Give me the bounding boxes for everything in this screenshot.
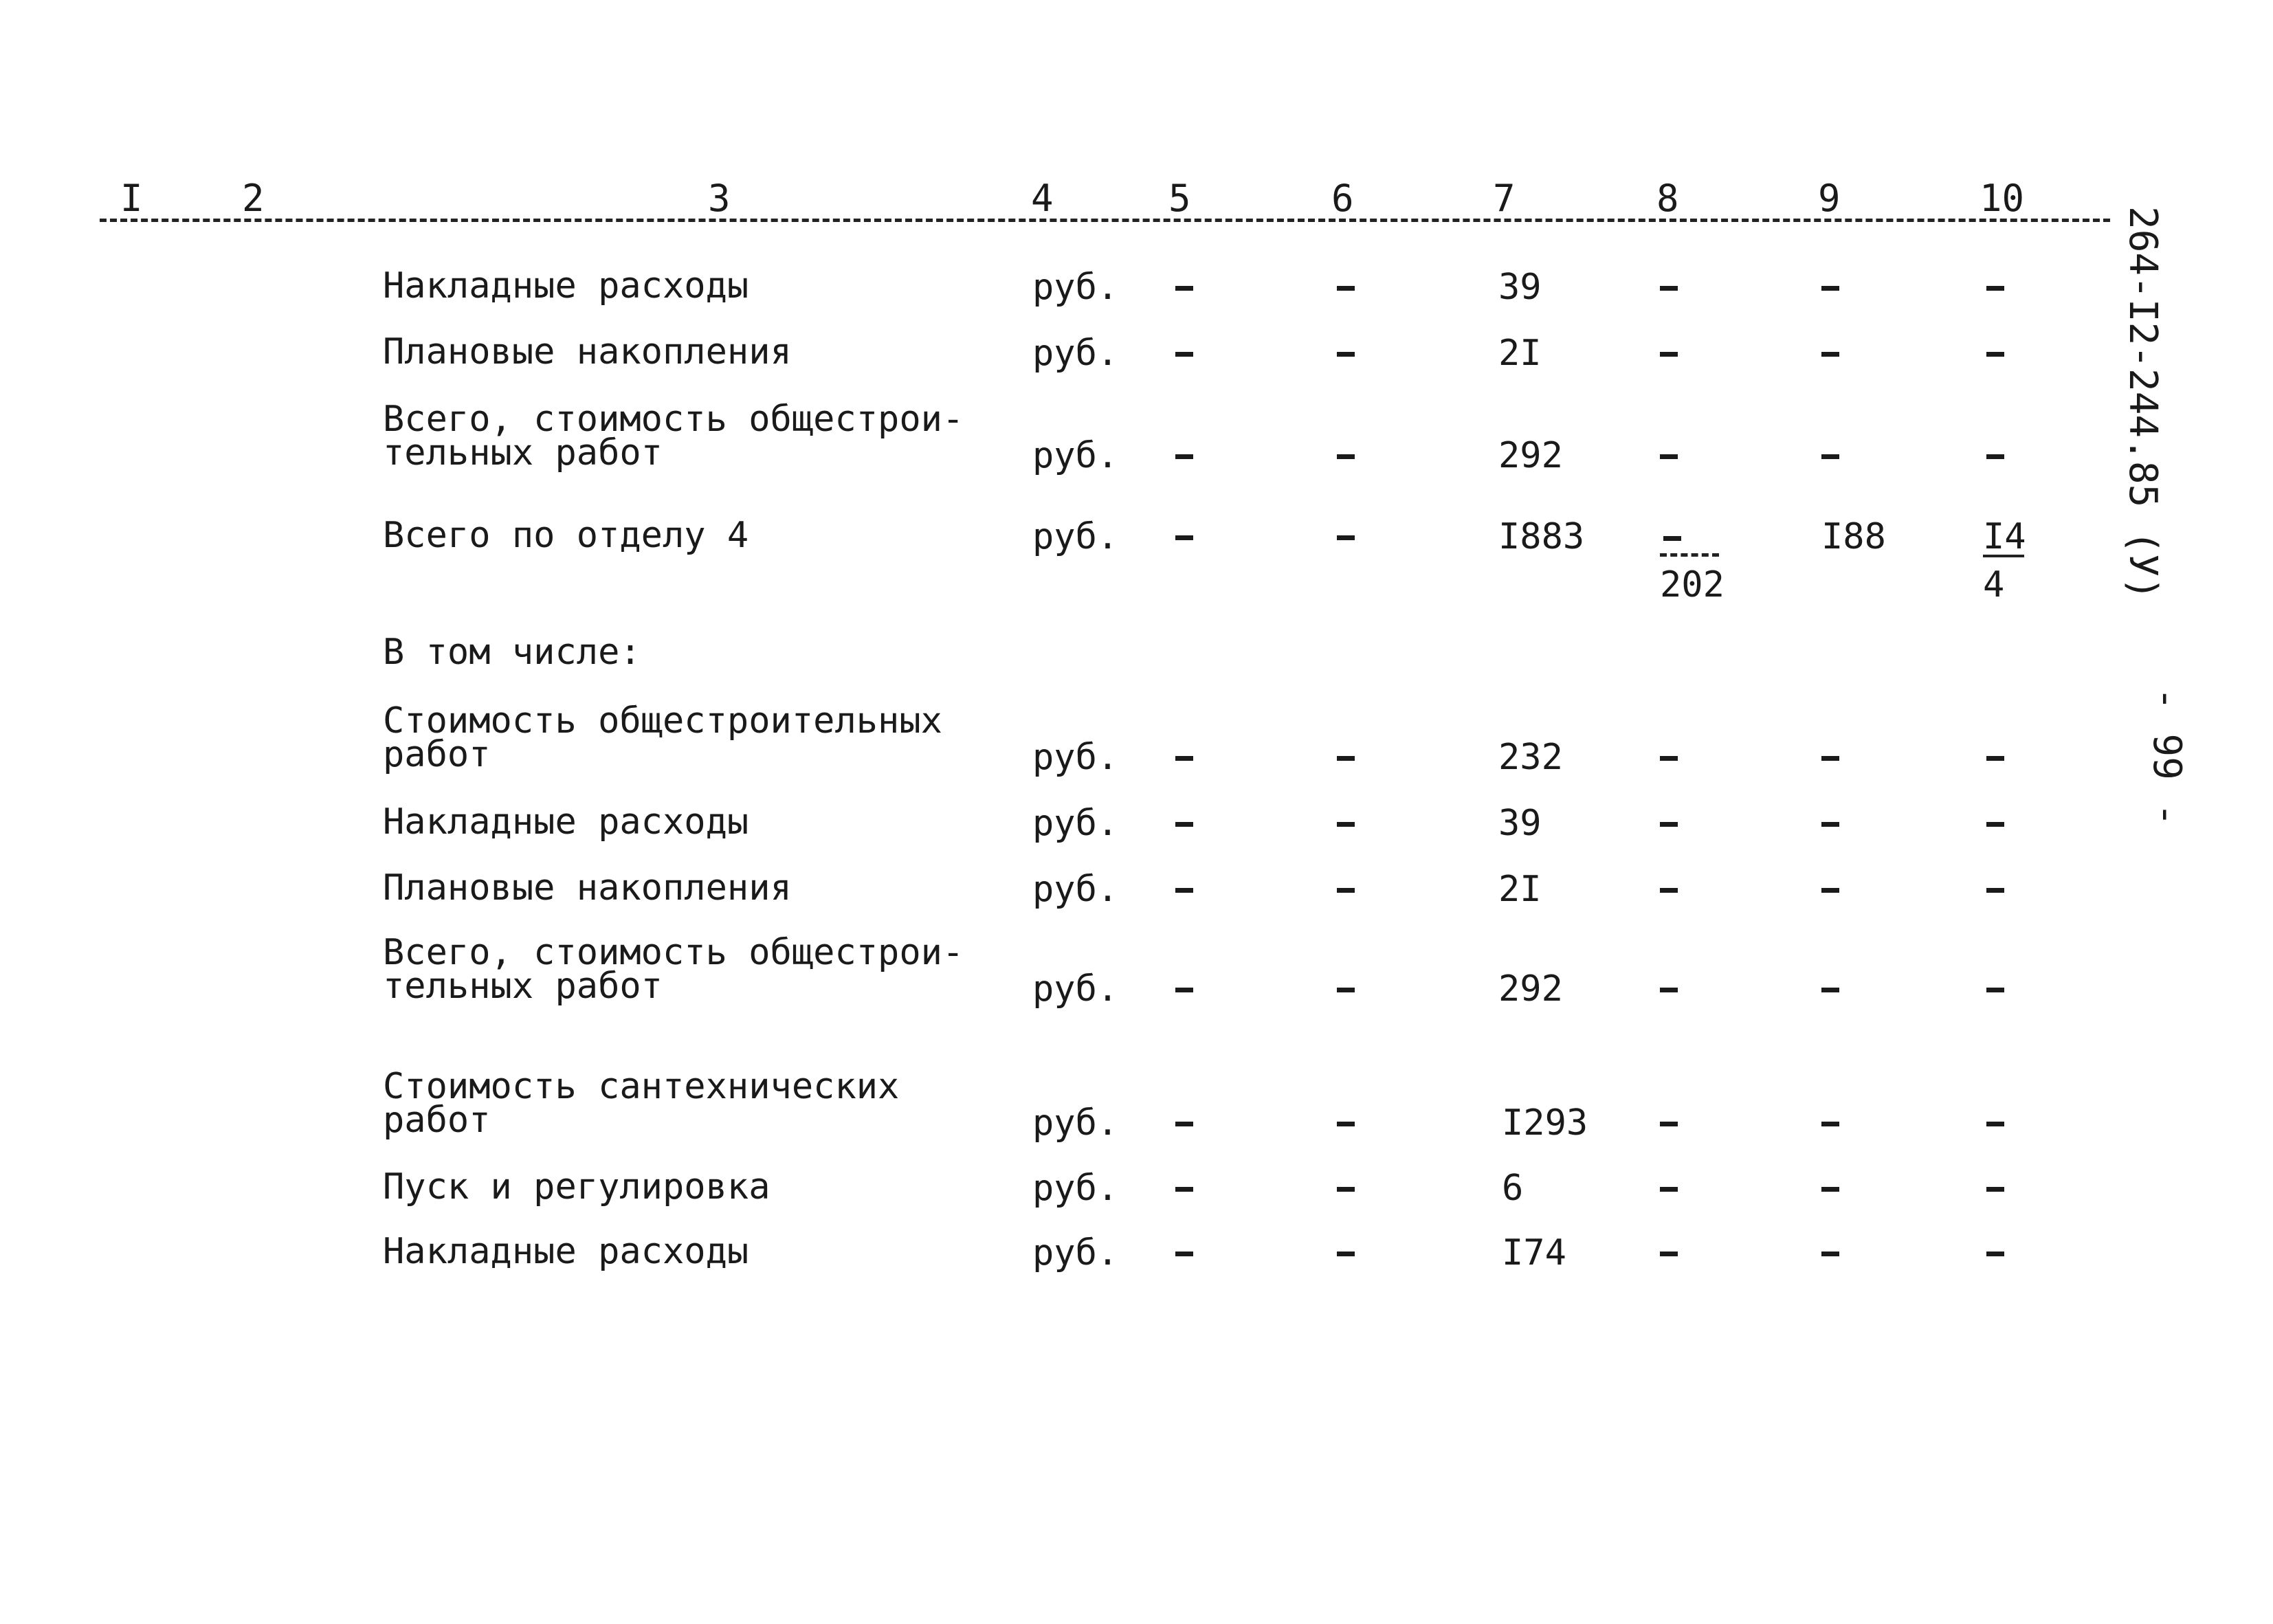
column-header-8: 8 bbox=[1656, 177, 1679, 220]
row-value-c7: I293 bbox=[1502, 1102, 1588, 1144]
row-label-line1: Всего, стоимость общестрои- bbox=[383, 932, 964, 973]
dash-c9 bbox=[1821, 1187, 1839, 1192]
dash-c5 bbox=[1175, 888, 1193, 893]
dash-c8 bbox=[1660, 888, 1678, 893]
row-label-line1: Всего, стоимость общестрои- bbox=[383, 399, 964, 440]
dash-c9 bbox=[1821, 1252, 1839, 1256]
dash-c5 bbox=[1175, 454, 1193, 459]
row-unit: руб. bbox=[1032, 1232, 1119, 1273]
dash-c10 bbox=[1986, 1122, 2004, 1126]
row-value-c9: I88 bbox=[1821, 516, 1886, 557]
dash-c5 bbox=[1175, 756, 1193, 761]
row-value-c10-top: I4 bbox=[1983, 516, 2026, 557]
dash-c6 bbox=[1337, 988, 1355, 992]
dash-c8 bbox=[1660, 1187, 1678, 1192]
row-value-c7: 292 bbox=[1498, 968, 1563, 1010]
dash-c10 bbox=[1986, 454, 2004, 459]
row-value-c7: I74 bbox=[1502, 1232, 1566, 1273]
row-unit: руб. bbox=[1032, 1168, 1119, 1209]
dash-c6 bbox=[1337, 1122, 1355, 1126]
dash-c8 bbox=[1660, 1122, 1678, 1126]
row-unit: руб. bbox=[1032, 803, 1119, 844]
dash-c8 bbox=[1660, 286, 1678, 291]
document-code: 264-I2-244.85 (У) bbox=[2120, 206, 2165, 601]
row-label-line1: Стоимость сантехнических bbox=[383, 1066, 900, 1107]
dash-c6 bbox=[1337, 822, 1355, 827]
column-header-4: 4 bbox=[1031, 177, 1054, 220]
row-label: Всего по отделу 4 bbox=[383, 515, 749, 556]
row-label: Пуск и регулировка bbox=[383, 1166, 770, 1208]
row-unit: руб. bbox=[1032, 435, 1119, 476]
row-value-c7: 6 bbox=[1502, 1168, 1524, 1209]
dash-c6 bbox=[1337, 1187, 1355, 1192]
row-unit: руб. bbox=[1032, 968, 1119, 1010]
dash-c9 bbox=[1821, 888, 1839, 893]
row-label: Плановые накопления bbox=[383, 867, 792, 909]
dash-c10 bbox=[1986, 888, 2004, 893]
row-value-c7: 39 bbox=[1498, 803, 1542, 844]
row-value-c7: 292 bbox=[1498, 435, 1563, 476]
dash-c6 bbox=[1337, 454, 1355, 459]
column-header-3: 3 bbox=[708, 177, 731, 220]
dash-c10 bbox=[1986, 822, 2004, 827]
row-value-c7: 39 bbox=[1498, 267, 1542, 308]
dash-c5 bbox=[1175, 1252, 1193, 1256]
column-header-2: 2 bbox=[242, 177, 265, 220]
row-label: Накладные расходы bbox=[383, 1231, 749, 1272]
section-subheading: В том числе: bbox=[383, 632, 641, 673]
dash-c9 bbox=[1821, 1122, 1839, 1126]
dash-c8 bbox=[1660, 352, 1678, 357]
dash-c6 bbox=[1337, 352, 1355, 357]
fraction-line-c8 bbox=[1660, 553, 1719, 557]
column-header-6: 6 bbox=[1331, 177, 1354, 220]
column-header-7: 7 bbox=[1493, 177, 1516, 220]
column-header-10: 10 bbox=[1980, 177, 2025, 220]
row-unit: руб. bbox=[1032, 267, 1119, 308]
row-value-c10-bottom: 4 bbox=[1983, 564, 2005, 605]
row-unit: руб. bbox=[1032, 333, 1119, 374]
row-label: Плановые накопления bbox=[383, 331, 792, 372]
dash-c8 bbox=[1660, 756, 1678, 761]
dash-c8 bbox=[1660, 1252, 1678, 1256]
fraction-numerator-c8 bbox=[1663, 536, 1681, 541]
row-label-line2: тельных работ bbox=[383, 966, 663, 1007]
dash-c6 bbox=[1337, 888, 1355, 893]
dash-c6 bbox=[1337, 1252, 1355, 1256]
row-value-c7: 2I bbox=[1498, 333, 1542, 374]
dash-c6 bbox=[1337, 286, 1355, 291]
dash-c9 bbox=[1821, 286, 1839, 291]
row-value-c8-bottom: 202 bbox=[1660, 564, 1725, 605]
dash-c10 bbox=[1986, 988, 2004, 992]
dash-c5 bbox=[1175, 286, 1193, 291]
dash-c5 bbox=[1175, 1122, 1193, 1126]
row-unit: руб. bbox=[1032, 1102, 1119, 1144]
dash-c9 bbox=[1821, 822, 1839, 827]
row-value-c7: I883 bbox=[1498, 516, 1585, 557]
dash-c8 bbox=[1660, 822, 1678, 827]
row-label-line1: Стоимость общестроительных bbox=[383, 700, 942, 742]
header-rule bbox=[100, 219, 2110, 222]
row-label-line2: работ bbox=[383, 1100, 491, 1141]
page-number: - 99 - bbox=[2144, 687, 2189, 827]
row-value-c7: 2I bbox=[1498, 869, 1542, 910]
dash-c9 bbox=[1821, 454, 1839, 459]
dash-c5 bbox=[1175, 352, 1193, 357]
dash-c6 bbox=[1337, 756, 1355, 761]
row-label: Накладные расходы bbox=[383, 265, 749, 307]
dash-c6 bbox=[1337, 535, 1355, 540]
fraction-line-c10 bbox=[1983, 555, 2024, 557]
dash-c5 bbox=[1175, 1187, 1193, 1192]
dash-c9 bbox=[1821, 352, 1839, 357]
dash-c10 bbox=[1986, 756, 2004, 761]
row-unit: руб. bbox=[1032, 737, 1119, 778]
dash-c9 bbox=[1821, 756, 1839, 761]
row-label-line2: работ bbox=[383, 734, 491, 775]
row-unit: руб. bbox=[1032, 516, 1119, 557]
dash-c8 bbox=[1660, 988, 1678, 992]
dash-c5 bbox=[1175, 988, 1193, 992]
dash-c10 bbox=[1986, 1252, 2004, 1256]
row-unit: руб. bbox=[1032, 869, 1119, 910]
dash-c5 bbox=[1175, 822, 1193, 827]
dash-c9 bbox=[1821, 988, 1839, 992]
dash-c8 bbox=[1660, 454, 1678, 459]
column-header-1: I bbox=[120, 177, 143, 220]
dash-c5 bbox=[1175, 535, 1193, 540]
column-header-9: 9 bbox=[1818, 177, 1841, 220]
dash-c10 bbox=[1986, 286, 2004, 291]
row-label-line2: тельных работ bbox=[383, 432, 663, 474]
row-label: Накладные расходы bbox=[383, 801, 749, 843]
row-value-c7: 232 bbox=[1498, 737, 1563, 778]
column-header-5: 5 bbox=[1168, 177, 1191, 220]
dash-c10 bbox=[1986, 1187, 2004, 1192]
dash-c10 bbox=[1986, 352, 2004, 357]
